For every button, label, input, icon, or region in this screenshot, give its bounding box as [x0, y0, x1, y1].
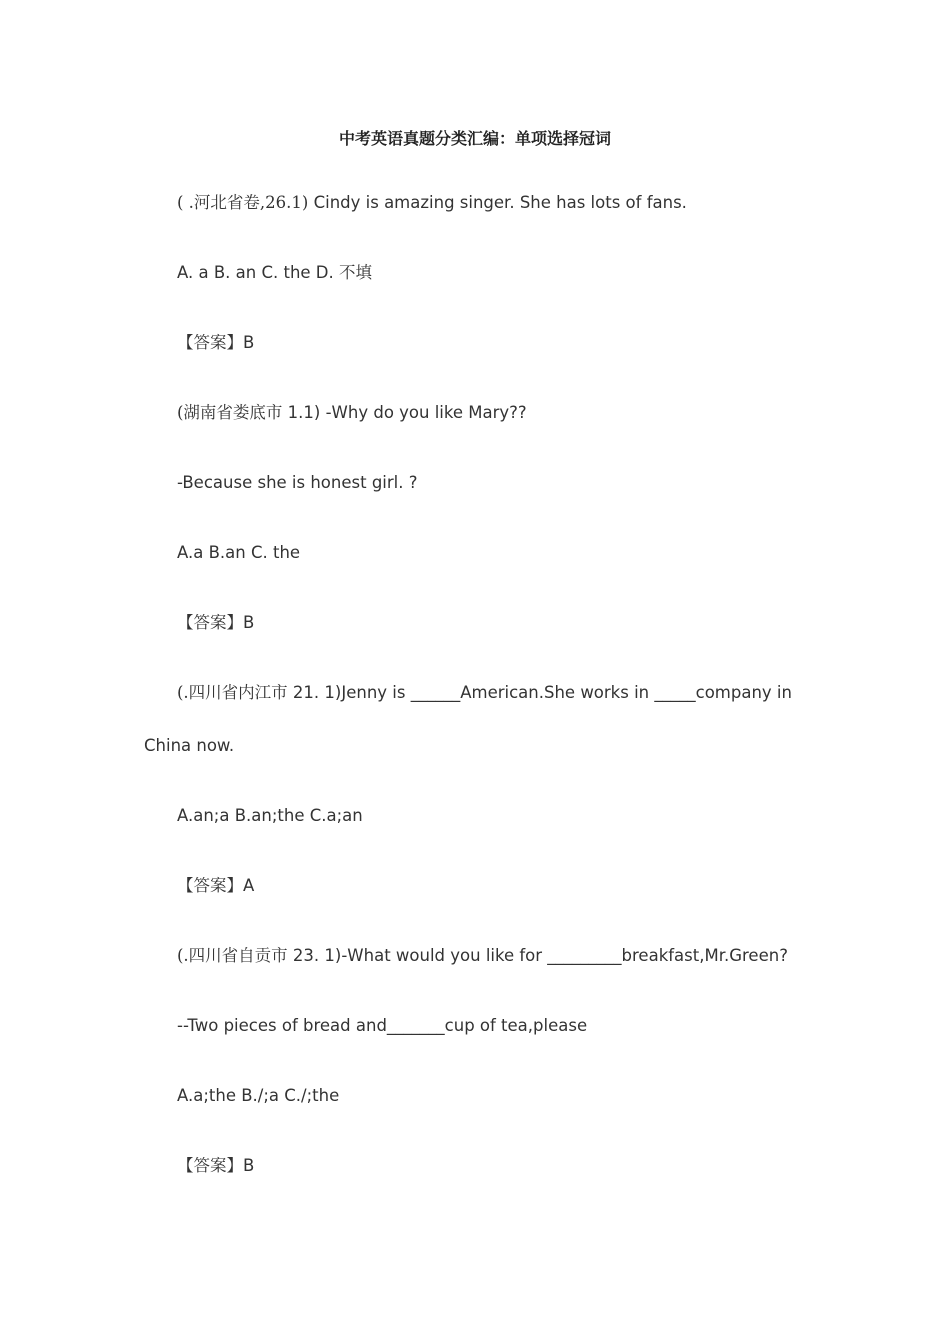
- document-title: 中考英语真题分类汇编：单项选择冠词: [338, 129, 611, 148]
- question-2-stem-line2: -Because she is honest girl. ?: [177, 473, 418, 492]
- answer-label: 【答案】: [177, 876, 243, 895]
- answer-value: A: [243, 876, 255, 895]
- question-4-stem: [177, 946, 788, 966]
- question-3-source: (.四川省内江市: [177, 683, 288, 702]
- answer-value: B: [243, 613, 255, 632]
- question-1-source: ( .河北省卷,26.1): [177, 193, 309, 212]
- answer-value: B: [243, 333, 255, 352]
- question-1-answer: [177, 333, 254, 353]
- question-1-options-cn: 不填: [339, 263, 372, 282]
- answer-label: 【答案】: [177, 333, 243, 352]
- question-2-stem: [177, 403, 527, 423]
- question-3-text: 21. 1)Jenny is ______American.She works in _____company in: [287, 683, 792, 702]
- question-3-stem-continuation: China now.: [144, 736, 235, 755]
- answer-label: 【答案】: [177, 613, 243, 632]
- question-3-stem: [177, 683, 792, 703]
- answer-label: 【答案】: [177, 1156, 243, 1175]
- question-1-options-en: A. a B. an C. the D.: [177, 263, 339, 282]
- question-1-stem: [177, 193, 687, 213]
- question-4-options: A.a;the B./;a C./;the: [177, 1086, 340, 1105]
- question-2-answer: [177, 613, 254, 633]
- question-3-options: A.an;a B.an;the C.a;an: [177, 806, 363, 825]
- answer-value: B: [243, 1156, 255, 1175]
- question-2-source: (湖南省娄底市: [177, 403, 283, 422]
- question-4-answer: [177, 1156, 254, 1176]
- question-4-stem-line2: --Two pieces of bread and_______cup of tea,please: [177, 1016, 588, 1035]
- question-3-answer: [177, 876, 254, 896]
- question-2-text: 1.1) -Why do you like Mary??: [282, 403, 527, 422]
- question-1-options: [177, 263, 372, 283]
- question-4-source: (.四川省自贡市: [177, 946, 288, 965]
- question-1-text: Cindy is amazing singer. She has lots of fans.: [308, 193, 687, 212]
- question-2-options: A.a B.an C. the: [177, 543, 301, 562]
- question-4-text: 23. 1)-What would you like for _________breakfast,Mr.Green?: [287, 946, 788, 965]
